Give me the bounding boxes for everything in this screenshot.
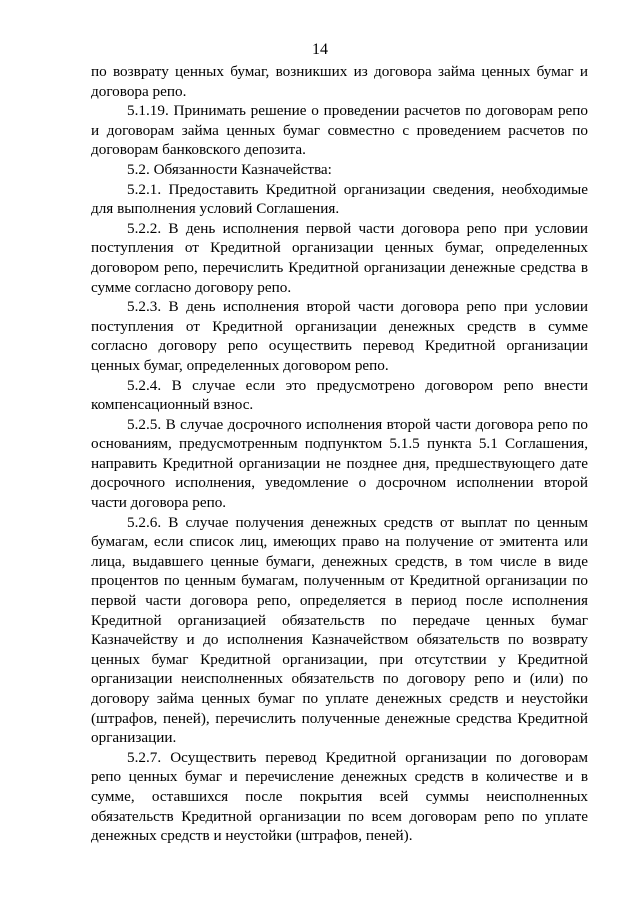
paragraph-5-2-7: 5.2.7. Осуществить перевод Кредитной организации по договорам репо ценных бумаг и перечисление денежных средств в количестве и в сумме, оставшихся после покрытия всей суммы неисполненных обязательств Кредитной организации по всем договорам репо по уплате денежных средств и неустойки (штрафов, пеней). <box>91 748 588 845</box>
paragraph-continuation: по возврату ценных бумаг, возникших из договора займа ценных бумаг и договора репо. <box>91 63 588 100</box>
paragraph-5-2-5: 5.2.5. В случае досрочного исполнения второй части договора репо по основаниям, предусмотренным подпунктом 5.1.5 пункта 5.1 Соглашения, направить Кредитной организации не позднее дня, предшествующего дате досрочного исполнения, уведомление о досрочном исполнении второй части договора репо. <box>91 415 588 512</box>
page-number: 14 <box>312 41 328 58</box>
section-heading-5-2: 5.2. Обязанности Казначейства: <box>127 160 332 178</box>
paragraph-5-2-2: 5.2.2. В день исполнения первой части договора репо при условии поступления от Кредитной организации ценных бумаг, определенных договором репо, перечислить Кредитной организации денежные средства в сумме согласно договору репо. <box>91 219 588 296</box>
paragraph-5-2-4: 5.2.4. В случае если это предусмотрено договором репо внести компенсационный взнос. <box>91 376 588 414</box>
paragraph-5-2-6: 5.2.6. В случае получения денежных средств от выплат по ценным бумагам, если список лиц, имеющих право на получение от эмитента или лица, выдавшего ценные бумаги, денежных средств, в том числе в виде процентов по ценным бумагам, полученным от Кредитной организации по первой части договора репо, определяется в период после исполнения Кредитной организацией обязательств по передаче ценных бумаг Казначейству и до исполнения Казначейством обязательств по возврату ценных бумаг Кредитной организации, при отсутствии у Кредитной организации неисполненных обязательств по договору репо и (или) по договору займа ценных бумаг по уплате денежных средств и неустойки (штрафов, пеней), перечислить полученные денежные средства Кредитной организации. <box>91 513 588 747</box>
paragraph-5-2-3: 5.2.3. В день исполнения второй части договора репо при условии поступления от Кредитной организации денежных средств в сумме согласно договору репо осуществить перевод Кредитной организации ценных бумаг, определенных договором репо. <box>91 298 588 374</box>
paragraph-5-2-1: 5.2.1. Предоставить Кредитной организации сведения, необходимые для выполнения условий Соглашения. <box>91 180 588 218</box>
paragraph-5-1-19: 5.1.19. Принимать решение о проведении расчетов по договорам репо и договорам займа ценных бумаг совместно с проведением расчетов по договорам банковского депозита. <box>91 102 588 159</box>
document-body <box>91 62 588 846</box>
